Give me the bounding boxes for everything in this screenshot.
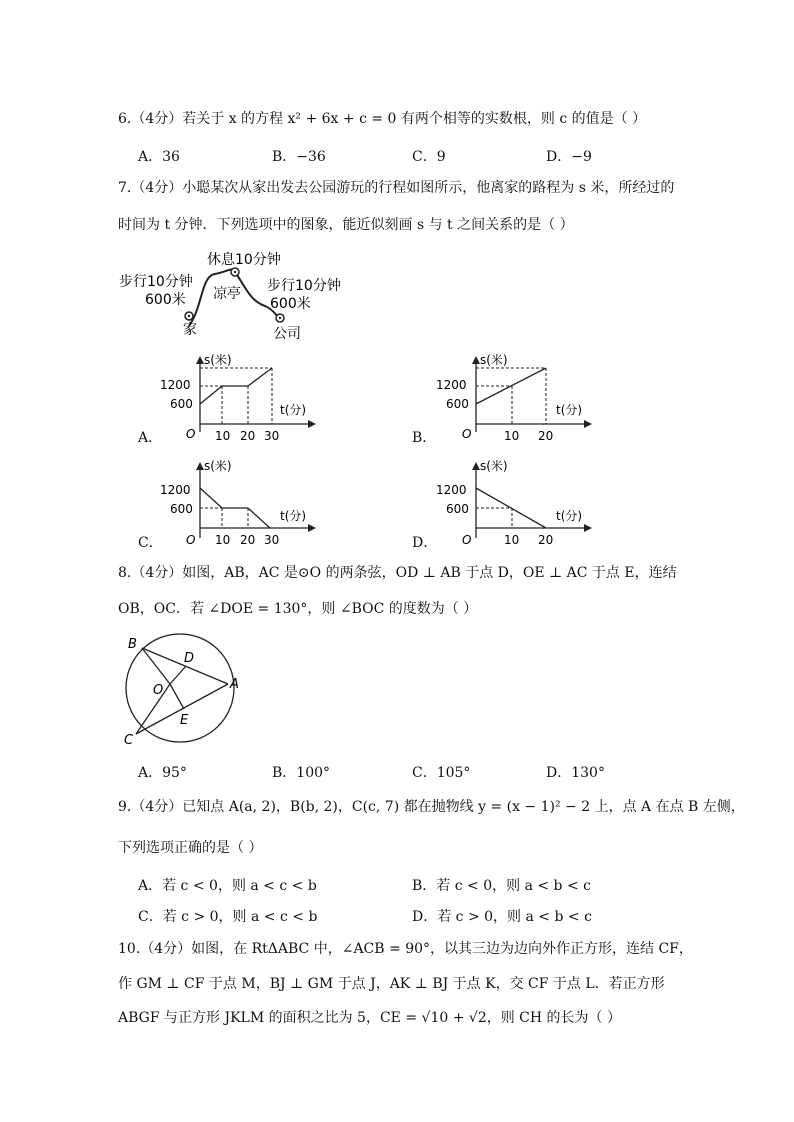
graph-b-ylabel: s(米) [480,353,508,367]
route-left-distance: 600米 [145,292,186,308]
graph-c-label: C． [138,535,163,551]
graph-b-label: B． [412,430,437,446]
point-e: E [180,713,189,728]
route-right-distance: 600米 [270,296,311,312]
graph-d-y600: 600 [446,502,469,516]
q8-option-b: B．100° [272,765,331,781]
circle-figure [116,632,250,748]
q6-option-a: A．36 [138,149,180,165]
graph-c-x20: 20 [240,533,256,547]
q6-option-b: B．−36 [272,149,326,165]
route-pavilion: 凉亭 [213,286,241,302]
point-d: D [184,651,195,666]
q10-stem-line1: 10.（4分）如图，在 RtΔABC 中，∠ACB = 90°，以其三边为边向外作正方形，连结 CF， [118,941,693,957]
point-b: B [128,637,137,652]
graph-b-xlabel: t(分) [556,403,583,417]
graph-b [436,352,596,444]
graph-c-xlabel: t(分) [280,509,307,523]
graph-a-label: A． [138,430,163,446]
q6-stem: 6.（4分）若关于 x 的方程 x² + 6x + c = 0 有两个相等的实数根，则 c 的值是（ ） [118,111,647,127]
graph-a-x20: 20 [240,429,256,443]
graph-d-label: D． [412,535,438,551]
graph-a-y600: 600 [170,397,193,411]
q9-option-d: D．若 c > 0，则 a < b < c [412,909,592,925]
q6-option-d: D．−9 [546,149,592,165]
graph-d-ylabel: s(米) [480,459,508,473]
graph-a-x10: 10 [215,429,231,443]
graph-c-x30: 30 [264,533,280,547]
graph-a-xlabel: t(分) [280,403,307,417]
graph-c-origin: O [186,533,196,547]
graph-b-x10: 10 [504,429,520,443]
graph-a-ylabel: s(米) [204,353,232,367]
q6-option-c: C．9 [412,149,446,165]
route-figure [115,246,355,346]
q9-stem-line1: 9.（4分）已知点 A(a, 2)，B(b, 2)，C(c, 7) 都在抛物线 y = (x − 1)² − 2 上，点 A 在点 B 左侧， [118,799,745,815]
route-rest-label: 休息10分钟 [207,252,281,268]
graph-a-x30: 30 [264,429,280,443]
graph-d [436,458,596,550]
q8-option-d: D．130° [546,765,605,781]
graph-a-origin: O [186,427,196,441]
q8-stem-line1: 8.（4分）如图，AB，AC 是⊙O 的两条弦，OD ⊥ AB 于点 D，OE ⊥ AC 于点 E，连结 [118,565,677,581]
q9-stem-line2: 下列选项正确的是（ ） [118,840,263,856]
route-home: 家 [183,322,197,338]
graph-d-origin: O [462,533,472,547]
q8-option-c: C．105° [412,765,471,781]
graph-c-y1200: 1200 [160,483,191,497]
q8-stem-line2: OB，OC．若 ∠DOE = 130°，则 ∠BOC 的度数为（ ） [118,601,478,617]
graph-c-ylabel: s(米) [204,459,232,473]
q10-stem-line2: 作 GM ⊥ CF 于点 M，BJ ⊥ GM 于点 J，AK ⊥ BJ 于点 K，交 CF 于点 L．若正方形 [118,976,665,992]
graph-d-x20: 20 [538,533,554,547]
q7-stem-line2: 时间为 t 分钟．下列选项中的图象，能近似刻画 s 与 t 之间关系的是（ ） [118,217,574,233]
q7-stem-line1: 7.（4分）小聪某次从家出发去公园游玩的行程如图所示，他离家的路程为 s 米，所经过的 [118,180,675,196]
graph-b-y1200: 1200 [436,378,467,392]
q9-option-c: C．若 c > 0，则 a < c < b [138,909,318,925]
q10-stem-line3: ABGF 与正方形 JKLM 的面积之比为 5，CE = √10 + √2，则 CH 的长为（ ） [118,1010,621,1026]
graph-b-origin: O [462,427,472,441]
graph-c-x10: 10 [215,533,231,547]
graph-d-y1200: 1200 [436,483,467,497]
graph-a [160,352,320,444]
graph-b-y600: 600 [446,397,469,411]
graph-d-xlabel: t(分) [556,509,583,523]
q8-option-a: A．95° [138,765,187,781]
route-company: 公司 [273,326,301,342]
route-left-walk: 步行10分钟 [119,274,193,290]
q9-option-b: B．若 c < 0，则 a < b < c [412,878,591,894]
point-o: O [153,683,164,698]
graph-a-y1200: 1200 [160,378,191,392]
graph-c-y600: 600 [170,502,193,516]
point-a: A [230,677,239,692]
point-c: C [124,733,134,748]
q9-option-a: A．若 c < 0，则 a < c < b [138,878,317,894]
graph-d-x10: 10 [504,533,520,547]
route-right-walk: 步行10分钟 [267,278,341,294]
graph-b-x20: 20 [538,429,554,443]
graph-c [160,458,320,550]
